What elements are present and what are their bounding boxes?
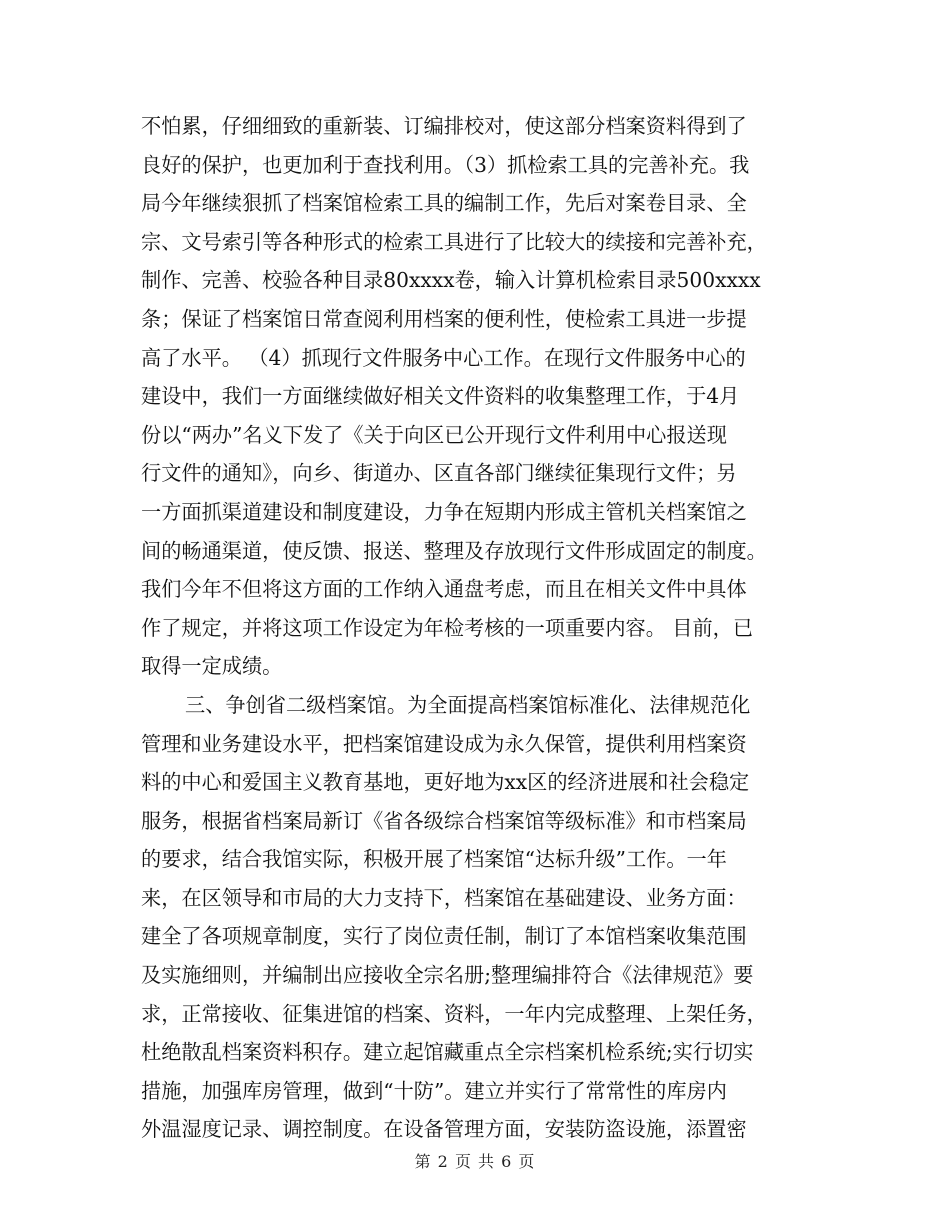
text-line: 建设中，我们一方面继续做好相关文件资料的收集整理工作，于4月 <box>141 384 740 409</box>
paragraph-start-line: 三、争创省二级档案馆。为全面提高档案馆标准化、法律规范化 <box>185 692 751 717</box>
text-line: 服务，根据省档案局新订《省各级综合档案馆等级标准》和市档案局 <box>141 808 747 833</box>
text-line: 制作、完善、校验各种目录80xxxx卷，输入计算机检索目录500xxxx <box>141 268 761 293</box>
text-line: 良好的保护，也更加利于查找利用。（3）抓检索工具的完善补充。我 <box>141 152 750 177</box>
text-line: 取得一定成绩。 <box>141 654 283 679</box>
text-line: 份以“两办”名义下发了《关于向区已公开现行文件利用中心报送现 <box>141 422 727 447</box>
page-number-footer: 第 2 页 共 6 页 <box>414 1152 536 1171</box>
text-line: 条；保证了档案馆日常查阅利用档案的便利性，使检索工具进一步提 <box>141 306 747 331</box>
text-line: 求，正常接收、征集进馆的档案、资料，一年内完成整理、上架任务， <box>141 1001 767 1026</box>
text-line: 宗、文号索引等各种形式的检索工具进行了比较大的续接和完善补充， <box>141 229 767 254</box>
text-line: 一方面抓渠道建设和制度建设，力争在短期内形成主管机关档案馆之 <box>141 499 747 524</box>
text-line: 杜绝散乱档案资料积存。建立起馆藏重点全宗档案机检系统;实行切实 <box>141 1040 754 1065</box>
text-line: 间的畅通渠道，使反馈、报送、整理及存放现行文件形成固定的制度。 <box>141 538 767 563</box>
text-line: 局今年继续狠抓了档案馆检索工具的编制工作，先后对案卷目录、全 <box>141 191 747 216</box>
text-line: 我们今年不但将这方面的工作纳入通盘考虑，而且在相关文件中具体 <box>141 577 747 602</box>
text-line: 料的中心和爱国主义教育基地，更好地为xx区的经济进展和社会稳定 <box>141 770 750 795</box>
text-line: 来，在区领导和市局的大力支持下，档案馆在基础建设、业务方面： <box>141 885 747 910</box>
text-line: 不怕累，仔细细致的重新装、订编排校对，使这部分档案资料得到了 <box>141 114 747 138</box>
text-line: 的要求，结合我馆实际，积极开展了档案馆“达标升级”工作。一年 <box>141 847 727 872</box>
body-text <box>141 107 803 1149</box>
text-line: 建全了各项规章制度，实行了岗位责任制，制订了本馆档案收集范围 <box>141 924 747 949</box>
text-line: 管理和业务建设水平，把档案馆建设成为永久保管，提供利用档案资 <box>141 731 747 756</box>
text-line: 高了水平。 （4）抓现行文件服务中心工作。在现行文件服务中心的 <box>141 345 746 370</box>
text-line: 措施，加强库房管理，做到“十防”。建立并实行了常常性的库房内 <box>141 1078 727 1103</box>
text-line: 行文件的通知》，向乡、街道办、区直各部门继续征集现行文件；另 <box>141 461 737 486</box>
text-line: 外温湿度记录、调控制度。在设备管理方面，安装防盗设施，添置密 <box>141 1117 747 1142</box>
text-line: 作了规定，并将这项工作设定为年检考核的一项重要内容。 目前，已 <box>141 615 754 640</box>
text-line: 及实施细则，并编制出应接收全宗名册;整理编排符合《法律规范》要 <box>141 963 754 988</box>
